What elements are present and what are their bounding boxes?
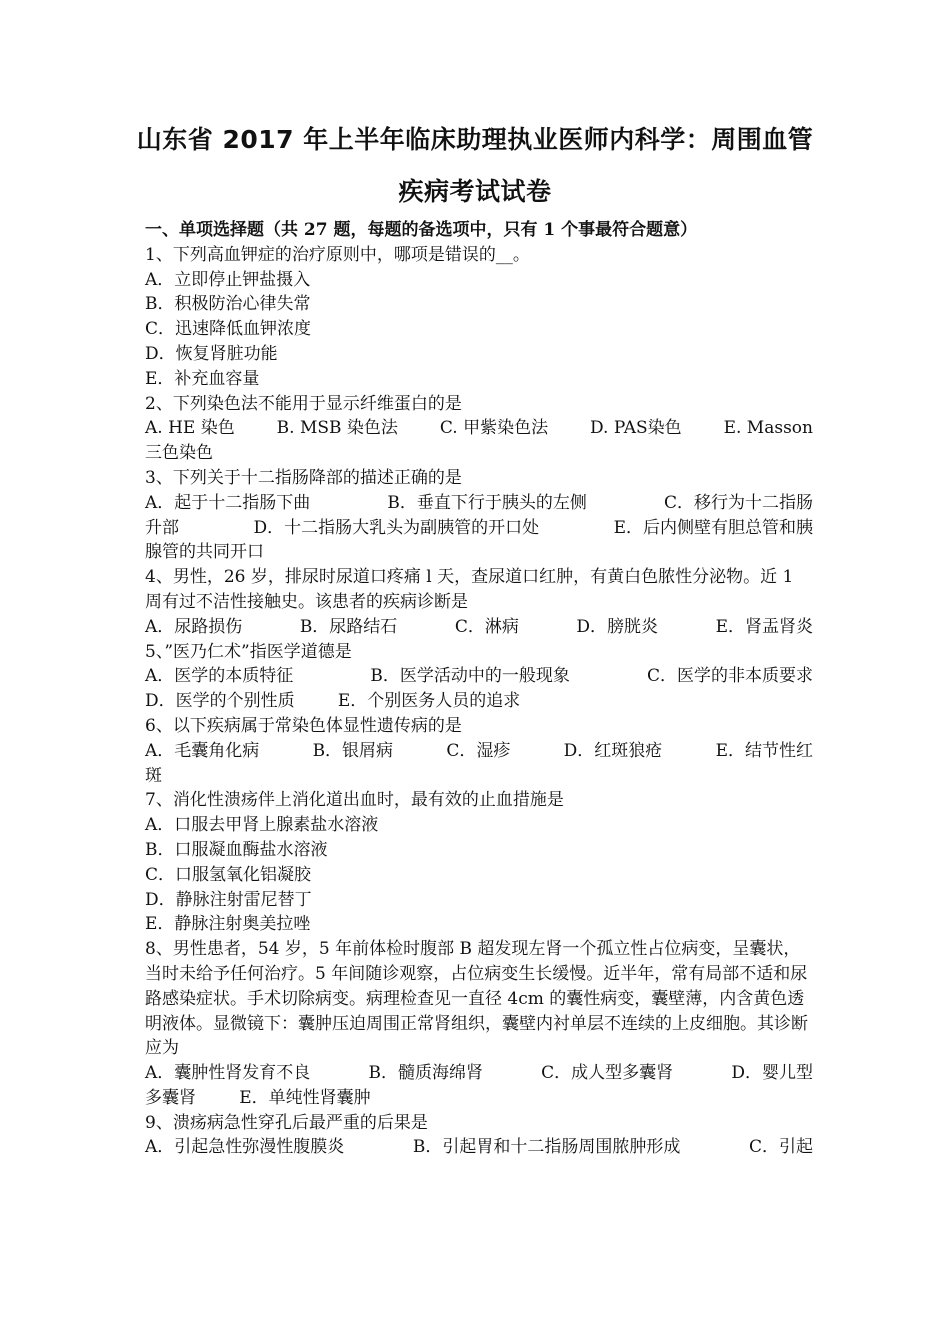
question-stem-6: 6、以下疾病属于常染色体显性遗传病的是 xyxy=(145,715,462,736)
section-heading: 一、单项选择题（共 27 题，每题的备选项中，只有 1 个事最符合题意） xyxy=(145,220,698,240)
question-6-option-b: B．银屑病 xyxy=(312,740,394,761)
question-5-options-row-1 xyxy=(145,664,813,689)
question-5-option-b: B．医学活动中的一般现象 xyxy=(370,666,570,687)
question-3-option-b: B．垂直下行于胰头的左侧 xyxy=(387,492,587,513)
question-stem-1: 1、下列高血钾症的治疗原则中，哪项是错误的__。 xyxy=(145,244,530,265)
question-3-option-a: A．起于十二指肠下曲 xyxy=(145,492,311,513)
question-9-option-c: C．引起 xyxy=(748,1137,813,1158)
question-3-option-c-continued: 升部 xyxy=(145,517,179,538)
question-stem-8: 8、男性患者，54 岁，5 年前体检时腹部 B 超发现左肾一个孤立性占位病变，呈囊状，当时未给予任何治疗。5 年间随诊观察，占位病变生长缓慢。近半年，常有局部不适和尿路感染症状。手术切除病变。病理检查见一直径 4cm 的囊性病变，囊壁薄，内含黄色透明液体。显微镜下：囊肿压迫周围正常肾组织，囊壁内衬单层不连续的上皮细胞。其诊断应为 xyxy=(145,939,808,1059)
question-7-option-c: C．口服氢氧化铝凝胶 xyxy=(145,864,312,885)
question-stem-4: 4、男性，26 岁，排尿时尿道口疼痛 l 天，查尿道口红肿，有黄白色脓性分泌物。近 1 周有过不洁性接触史。该患者的疾病诊断是 xyxy=(145,567,794,612)
question-7-option-b: B．口服凝血酶盐水溶液 xyxy=(145,839,328,860)
question-3-option-d: D．十二指肠大乳头为副胰管的开口处 xyxy=(253,517,540,538)
question-6-option-e-continued: 斑 xyxy=(145,765,162,786)
question-8-option-c: C．成人型多囊肾 xyxy=(541,1063,674,1084)
question-4-option-c: C．淋病 xyxy=(454,616,519,637)
question-2-option-d: D. PAS染色 xyxy=(590,418,682,439)
question-1-option-a: A．立即停止钾盐摄入 xyxy=(145,269,311,290)
question-8-option-d-continued: 多囊肾 xyxy=(145,1087,196,1108)
question-8-option-b: B．髓质海绵肾 xyxy=(368,1063,483,1084)
question-4-option-b: B．尿路结石 xyxy=(299,616,398,637)
question-2-options-row xyxy=(145,416,813,441)
question-6-option-c: C．湿疹 xyxy=(446,740,511,761)
question-7-option-e: E．静脉注射奥美拉唑 xyxy=(145,914,311,935)
question-1-option-b: B．积极防治心律失常 xyxy=(145,294,311,315)
question-1-option-d: D．恢复肾脏功能 xyxy=(145,343,278,364)
question-2-option-c: C. 甲紫染色法 xyxy=(439,418,549,439)
question-stem-7: 7、消化性溃疡伴上消化道出血时，最有效的止血措施是 xyxy=(145,790,564,811)
question-2-option-b: B. MSB 染色法 xyxy=(276,418,398,439)
question-7-option-d: D．静脉注射雷尼替丁 xyxy=(145,889,312,910)
question-1-option-c: C．迅速降低血钾浓度 xyxy=(145,319,312,340)
question-6-option-a: A．毛囊角化病 xyxy=(145,740,260,761)
question-8-option-d: D．婴儿型 xyxy=(731,1063,813,1084)
question-5-option-d: D．医学的个别性质 xyxy=(145,691,295,712)
question-6-option-e: E．结节性红 xyxy=(715,740,813,761)
question-stem-9: 9、溃疡病急性穿孔后最严重的后果是 xyxy=(145,1112,428,1133)
question-5-option-c: C．医学的非本质要求 xyxy=(646,666,813,687)
question-8-options-row-1 xyxy=(145,1061,813,1086)
question-2-option-e-continued: 三色染色 xyxy=(145,443,213,464)
question-9-options-row xyxy=(145,1135,813,1160)
question-3-options-row-1 xyxy=(145,491,813,516)
question-4-option-e: E．肾盂肾炎 xyxy=(715,616,813,637)
question-1-option-e: E．补充血容量 xyxy=(145,368,260,389)
question-8-options-row-2 xyxy=(145,1086,813,1111)
question-6-options-row xyxy=(145,739,813,764)
question-4-option-d: D．膀胱炎 xyxy=(576,616,659,637)
question-9-option-b: B．引起胃和十二指肠周围脓肿形成 xyxy=(412,1137,681,1158)
question-5-option-a: A．医学的本质特征 xyxy=(145,666,294,687)
question-4-option-a: A．尿路损伤 xyxy=(145,616,243,637)
question-stem-2: 2、下列染色法不能用于显示纤维蛋白的是 xyxy=(145,393,462,414)
question-9-option-a: A．引起急性弥漫性腹膜炎 xyxy=(145,1137,345,1158)
document-body xyxy=(145,218,813,1160)
question-5-option-e: E．个别医务人员的追求 xyxy=(337,691,521,712)
document-title-line2: 疾病考试试卷 xyxy=(398,177,552,206)
question-2-option-e: E. Masson xyxy=(723,418,813,439)
question-3-option-c: C．移行为十二指肠 xyxy=(663,492,813,513)
question-stem-3: 3、下列关于十二指肠降部的描述正确的是 xyxy=(145,467,462,488)
question-4-options-row xyxy=(145,615,813,640)
question-8-option-e: E．单纯性肾囊肿 xyxy=(239,1087,371,1108)
question-5-options-row-2 xyxy=(145,689,813,714)
question-3-options-row-2 xyxy=(145,516,813,541)
question-7-option-a: A．口服去甲肾上腺素盐水溶液 xyxy=(145,815,379,836)
question-3-option-e-continued: 腺管的共同开口 xyxy=(145,542,264,563)
question-6-option-d: D．红斑狼疮 xyxy=(563,740,663,761)
document-title-line1: 山东省 2017 年上半年临床助理执业医师内科学：周围血管 xyxy=(136,125,814,154)
question-8-option-a: A．囊肿性肾发育不良 xyxy=(145,1063,311,1084)
question-stem-5: 5、”医乃仁术”指医学道德是 xyxy=(145,641,352,662)
question-3-option-e: E．后内侧壁有胆总管和胰 xyxy=(613,517,813,538)
question-2-option-a: A. HE 染色 xyxy=(145,418,235,439)
